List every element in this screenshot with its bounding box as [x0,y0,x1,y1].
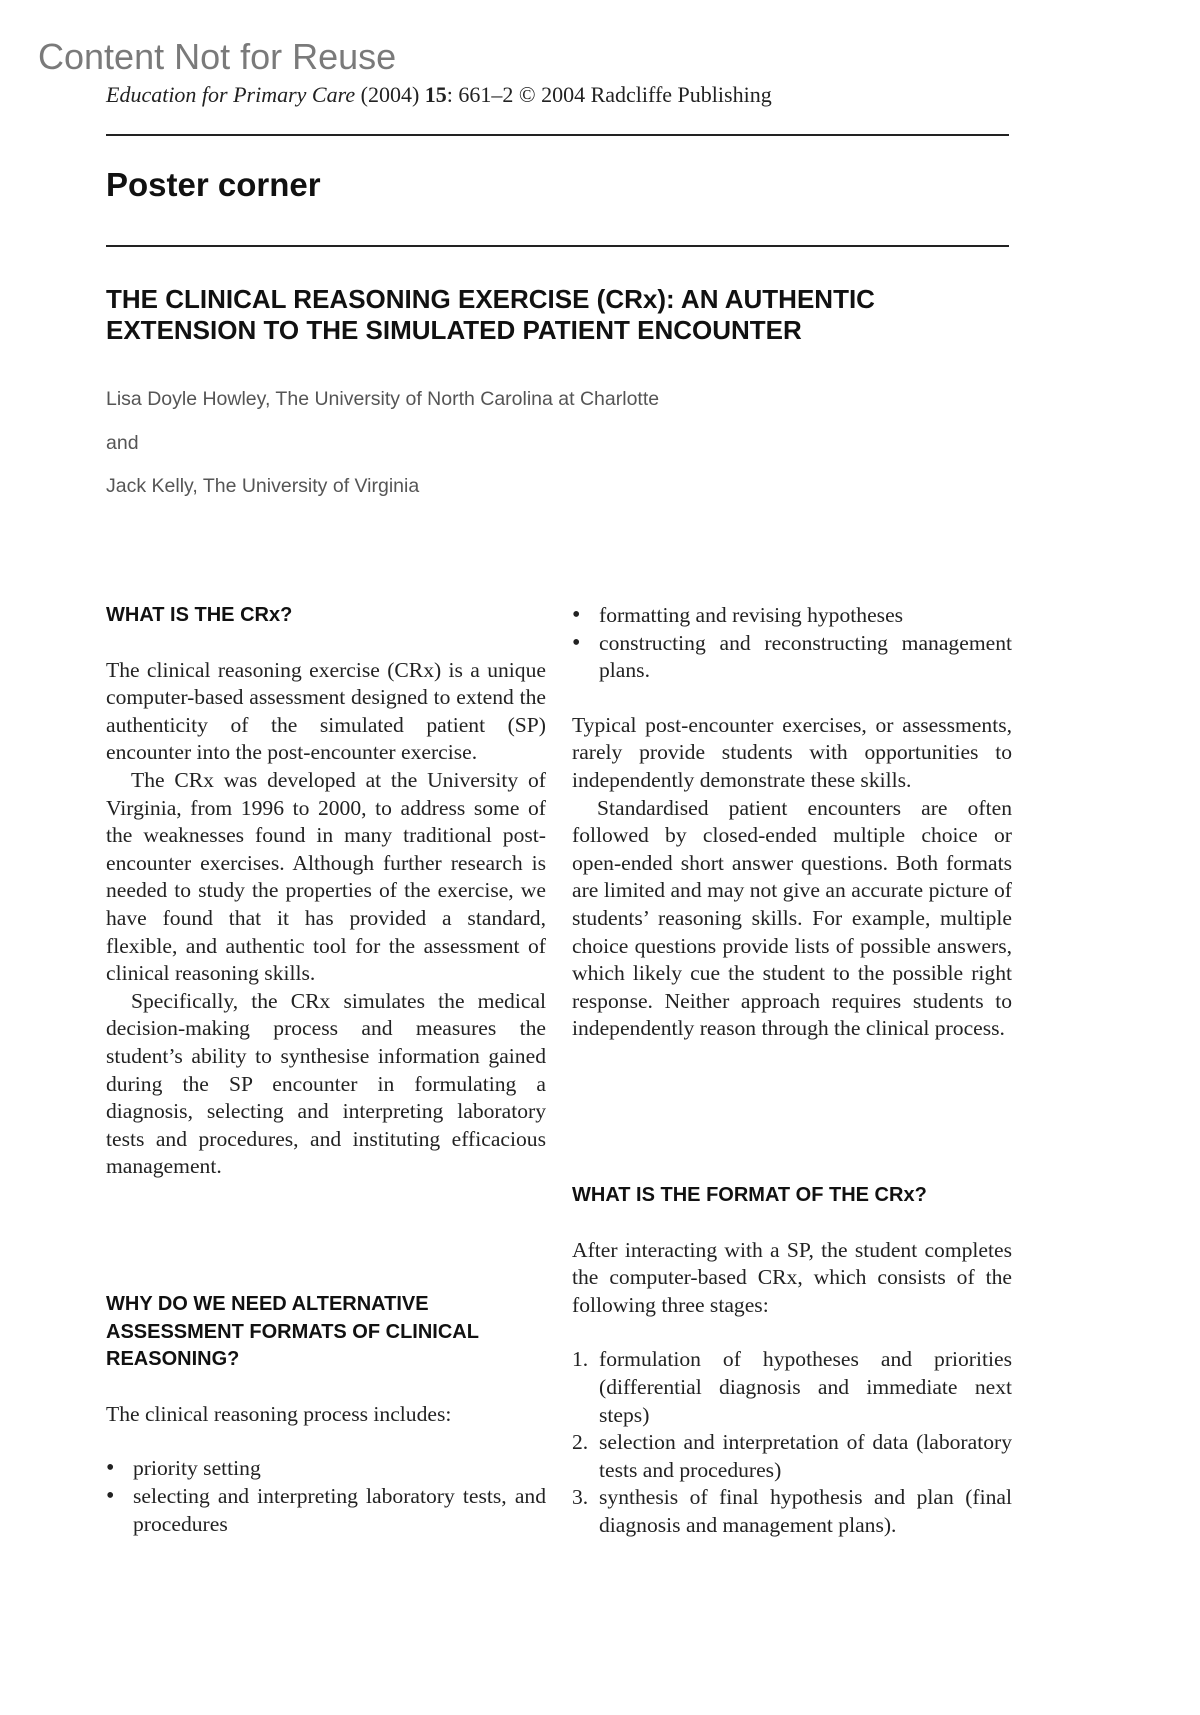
left-column-lower [106,1291,546,1538]
journal-citation [106,82,772,108]
paragraph: The clinical reasoning exercise (CRx) is a unique computer-based assessment designed to extend the authenticity of the simulated patient (SP) encounter into the post-encounter exercise. [106,657,546,765]
author-1: Lisa Doyle Howley, The University of North Carolina at Charlotte [106,388,660,410]
article-title: THE CLINICAL REASONING EXERCISE (CRx): AN AUTHENTIC EXTENSION TO THE SIMULATED PATIENT ENCOUNTER [106,284,875,345]
stages-list [572,1346,1012,1539]
section-label: Poster corner [106,166,321,203]
list-item: • priority setting [106,1455,546,1483]
list-number: 1. [572,1347,589,1372]
list-text: formulation of hypotheses and priorities (differential diagnosis and immediate next steps) [599,1347,1012,1427]
list-item [572,1484,1012,1539]
list-item [572,1346,1012,1429]
list-text: synthesis of final hypothesis and plan (final diagnosis and management plans). [599,1485,1012,1537]
list-item [572,1429,1012,1484]
paragraph: The CRx was developed at the University of Virginia, from 1996 to 2000, to address some of the weaknesses found in many traditional post-encounter exercises. Although further research is needed to study the properties of the exercise, we have found that it has provided a standard, flexible, and authentic tool for the assessment of clinical reasoning skills. [106,767,546,986]
heading-what-is-crx: WHAT IS THE CRx? [106,604,293,626]
list-number: 2. [572,1430,589,1455]
watermark: Content Not for Reuse [38,36,397,77]
top-rule [106,134,1009,136]
journal-volume: 15 [424,82,447,107]
list-item: • constructing and reconstructing management plans. [572,630,1012,685]
journal-name: Education for Primary Care [106,82,356,107]
paragraph: Standardised patient encounters are often followed by closed-ended multiple choice or open-ended short answer questions. Both formats are limited and may not give an accurate picture of students’ reasoning skills. For example, multiple choice questions provide lists of possible answers, which likely cue the student to the possible right response. Neither approach requires students to independently reason through the clinical process. [572,795,1012,1041]
right-column [572,602,1012,1043]
list-text: selection and interpretation of data (laboratory tests and procedures) [599,1430,1012,1482]
section-rule [106,245,1009,247]
heading-format: WHAT IS THE FORMAT OF THE CRx? [572,1184,927,1206]
journal-pages: : 661–2 © 2004 Radcliffe Publishing [446,82,772,107]
paragraph: After interacting with a SP, the student completes the computer-based CRx, which consists of the following three stages: [572,1237,1012,1317]
paragraph: Specifically, the CRx simulates the medical decision-making process and measures the student’s ability to synthesise information gained during the SP encounter in formulating a diagnosis, selecting and interpreting laboratory tests and procedures, and instituting efficacious management. [106,988,546,1179]
author-2: Jack Kelly, The University of Virginia [106,475,420,497]
right-column-lower [572,1182,1012,1540]
list-number: 3. [572,1485,589,1510]
list-item: • formatting and revising hypotheses [572,602,1012,630]
bullet-list [572,602,1012,685]
paragraph: Typical post-encounter exercises, or assessments, rarely provide students with opportunities to independently demonstrate these skills. [572,712,1012,792]
paragraph: The clinical reasoning process includes: [106,1401,452,1426]
list-item: • selecting and interpreting laboratory tests, and procedures [106,1483,546,1538]
journal-year: (2004) [360,82,420,107]
author-conjunction: and [106,432,139,454]
bullet-list [106,1455,546,1538]
heading-why-alternative: WHY DO WE NEED ALTERNATIVE ASSESSMENT FORMATS OF CLINICAL REASONING? [106,1293,479,1371]
left-column [106,602,546,1181]
